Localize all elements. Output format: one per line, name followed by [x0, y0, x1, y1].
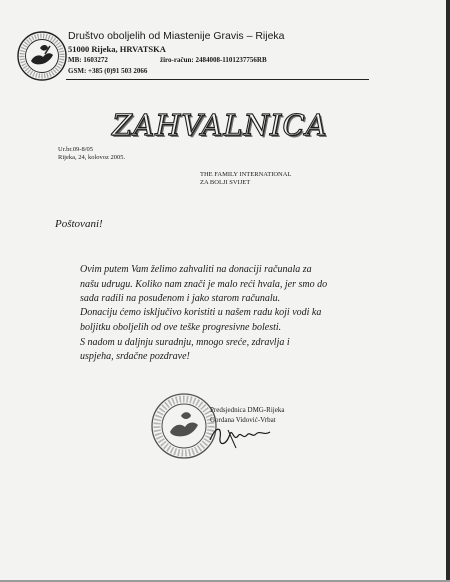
handwritten-signature-icon — [206, 416, 276, 452]
signatory-name: Gordana Vidović-Vrbat — [210, 416, 276, 424]
phone-number: GSM: +385 (0)91 503 2066 — [68, 67, 148, 75]
organization-address: 51000 Rijeka, HRVATSKA — [68, 44, 166, 54]
recipient-line-2: ZA BOLJI SVIJET — [200, 179, 251, 186]
body-line: uspjeha, srdačne pozdrave! — [80, 351, 190, 362]
registration-number: MB: 1603272 — [68, 56, 108, 64]
body-line: S nadom u daljnju suradnju, mnogo sreće, zdravlja i — [80, 337, 290, 348]
body-line: Donaciju ćemo isključivo koristiti u našem radu koji vodi ka — [80, 307, 322, 318]
bank-account: žiro-račun: 2484008-1101237756RB — [160, 56, 267, 64]
association-logo-icon — [16, 30, 68, 82]
body-line: Ovim putem Vam želimo zahvaliti na donaciji računala za — [80, 264, 312, 275]
signatory-role: Predsjednica DMG-Rijeka — [210, 406, 285, 414]
body-line: boljitku oboljelih od ove teške progresivne bolesti. — [80, 322, 282, 333]
scan-edge — [446, 0, 450, 582]
place-date: Rijeka, 24, kolovoz 2005. — [58, 154, 126, 161]
salutation: Poštovani! — [55, 218, 103, 230]
body-line: našu udrugu. Koliko nam znači je malo reći hvala, jer smo do — [80, 279, 328, 290]
recipient-line-1: THE FAMILY INTERNATIONAL — [200, 171, 292, 178]
header-divider — [66, 79, 369, 80]
document-title: ZAHVALNICA — [112, 108, 328, 142]
organization-name: Društvo oboljelih od Miastenije Gravis – Rijeka — [68, 30, 285, 42]
body-line: sada radili na posuđenom i jako starom računalu. — [80, 293, 281, 304]
reference-number: Ur.br.09-8/05 — [58, 146, 94, 153]
